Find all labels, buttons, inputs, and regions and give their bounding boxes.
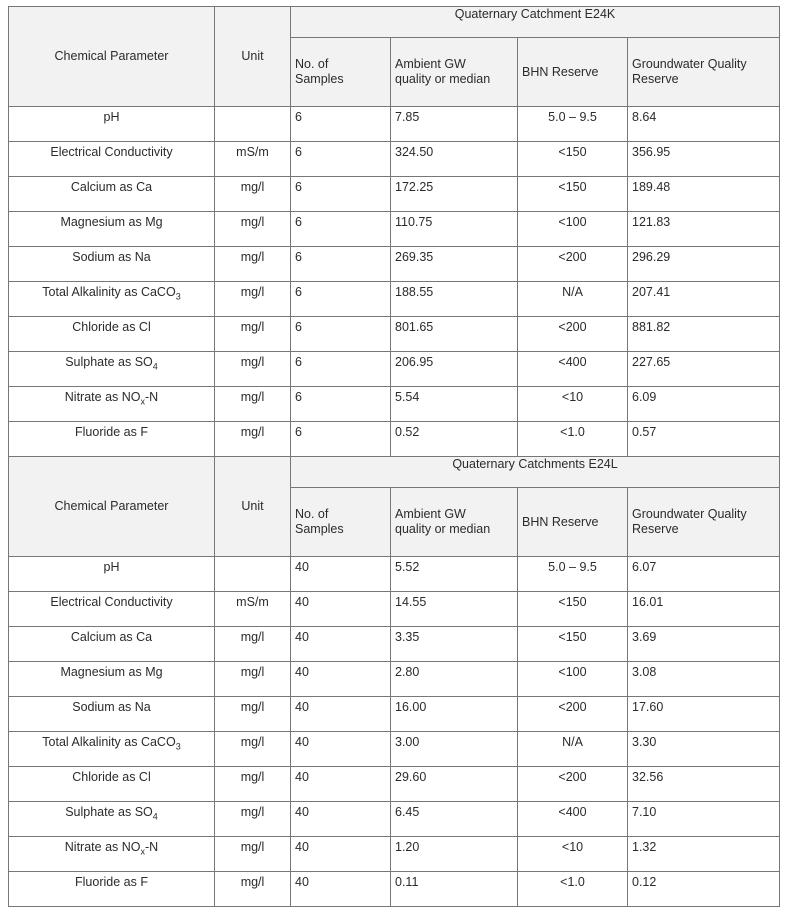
ambient-cell: 5.52 <box>391 557 518 592</box>
parameter-cell <box>9 592 215 627</box>
ambient-header-line2: quality or median <box>395 522 491 536</box>
unit-cell: mg/l <box>215 387 291 422</box>
gqr-cell: 3.08 <box>628 662 780 697</box>
ambient-cell: 206.95 <box>391 352 518 387</box>
bhn-reserve-header: BHN Reserve <box>518 488 628 557</box>
samples-cell: 6 <box>291 282 391 317</box>
ambient-cell: 5.54 <box>391 387 518 422</box>
bhn-cell: <200 <box>518 697 628 732</box>
gqr-header-line2: Reserve <box>632 72 679 86</box>
samples-cell: 40 <box>291 837 391 872</box>
table-row <box>9 212 780 247</box>
table-row <box>9 732 780 767</box>
bhn-cell: <150 <box>518 627 628 662</box>
parameter-name: Total Alkalinity as CaCO <box>42 285 176 299</box>
samples-cell: 6 <box>291 212 391 247</box>
table-row <box>9 282 780 317</box>
table-row <box>9 387 780 422</box>
gqr-cell: 356.95 <box>628 142 780 177</box>
gqr-cell: 16.01 <box>628 592 780 627</box>
samples-header-line2: Samples <box>295 522 344 536</box>
unit-cell <box>215 557 291 592</box>
gqr-cell: 189.48 <box>628 177 780 212</box>
unit-cell: mg/l <box>215 872 291 907</box>
unit-cell: mg/l <box>215 317 291 352</box>
parameter-name: Fluoride as F <box>75 425 148 439</box>
bhn-cell: <10 <box>518 837 628 872</box>
samples-cell: 40 <box>291 732 391 767</box>
parameter-name: Nitrate as NO <box>64 390 141 404</box>
gqr-header-line1: Groundwater Quality <box>632 57 747 71</box>
samples-header <box>291 38 391 107</box>
catchment-header: Quaternary Catchments E24L <box>291 457 780 488</box>
unit-cell: mg/l <box>215 177 291 212</box>
parameter-name: Electrical Conductivity <box>50 595 173 609</box>
bhn-reserve-header: BHN Reserve <box>518 38 628 107</box>
parameter-name: Sodium as Na <box>72 250 151 264</box>
gqr-cell: 207.41 <box>628 282 780 317</box>
ambient-header-line2: quality or median <box>395 72 491 86</box>
ambient-header-line1: Ambient GW <box>395 57 466 71</box>
bhn-cell: N/A <box>518 732 628 767</box>
parameter-cell <box>9 317 215 352</box>
parameter-subscript: 4 <box>152 361 158 372</box>
gqr-cell: 6.07 <box>628 557 780 592</box>
samples-cell: 6 <box>291 422 391 457</box>
unit-header: Unit <box>215 457 291 557</box>
section-header-row <box>9 457 780 488</box>
unit-cell: mg/l <box>215 697 291 732</box>
section-header-row <box>9 7 780 38</box>
gqr-cell: 227.65 <box>628 352 780 387</box>
ambient-cell: 801.65 <box>391 317 518 352</box>
samples-header-line1: No. of <box>295 57 329 71</box>
parameter-cell <box>9 837 215 872</box>
gqr-cell: 3.30 <box>628 732 780 767</box>
unit-header: Unit <box>215 7 291 107</box>
ambient-cell: 6.45 <box>391 802 518 837</box>
parameter-name: pH <box>103 110 120 124</box>
samples-cell: 6 <box>291 317 391 352</box>
table-row <box>9 107 780 142</box>
bhn-cell: N/A <box>518 282 628 317</box>
table-row <box>9 317 780 352</box>
unit-cell: mg/l <box>215 627 291 662</box>
parameter-name: Sulphate as SO <box>65 355 153 369</box>
samples-cell: 6 <box>291 107 391 142</box>
ambient-cell: 110.75 <box>391 212 518 247</box>
bhn-cell: <150 <box>518 592 628 627</box>
ambient-cell: 16.00 <box>391 697 518 732</box>
parameter-name: Sulphate as SO <box>65 805 153 819</box>
table-body <box>9 7 780 907</box>
ambient-cell: 3.35 <box>391 627 518 662</box>
samples-header-line2: Samples <box>295 72 344 86</box>
ambient-cell: 7.85 <box>391 107 518 142</box>
table-row <box>9 837 780 872</box>
samples-cell: 6 <box>291 247 391 282</box>
unit-cell: mg/l <box>215 767 291 802</box>
table-row <box>9 177 780 212</box>
parameter-subscript: 4 <box>152 811 158 822</box>
bhn-cell: <150 <box>518 177 628 212</box>
unit-cell <box>215 107 291 142</box>
samples-cell: 40 <box>291 592 391 627</box>
parameter-name: Electrical Conductivity <box>50 145 173 159</box>
table-row <box>9 557 780 592</box>
table-row <box>9 767 780 802</box>
parameter-cell <box>9 282 215 317</box>
gqr-cell: 6.09 <box>628 387 780 422</box>
bhn-cell: 5.0 – 9.5 <box>518 107 628 142</box>
chemical-parameter-header: Chemical Parameter <box>9 7 215 107</box>
chemical-parameter-header: Chemical Parameter <box>9 457 215 557</box>
bhn-cell: <200 <box>518 317 628 352</box>
unit-cell: mg/l <box>215 802 291 837</box>
unit-cell: mg/l <box>215 732 291 767</box>
unit-cell: mg/l <box>215 422 291 457</box>
parameter-subscript: x <box>140 396 145 407</box>
unit-cell: mg/l <box>215 837 291 872</box>
parameter-cell <box>9 422 215 457</box>
ambient-cell: 0.11 <box>391 872 518 907</box>
ambient-cell: 0.52 <box>391 422 518 457</box>
parameter-name: Magnesium as Mg <box>60 215 163 229</box>
table-row <box>9 802 780 837</box>
unit-cell: mS/m <box>215 592 291 627</box>
samples-header <box>291 488 391 557</box>
parameter-name: Nitrate as NO <box>64 840 141 854</box>
samples-header-line1: No. of <box>295 507 329 521</box>
samples-cell: 6 <box>291 387 391 422</box>
gqr-header <box>628 488 780 557</box>
bhn-cell: 5.0 – 9.5 <box>518 557 628 592</box>
parameter-cell <box>9 767 215 802</box>
table-row <box>9 142 780 177</box>
ambient-cell: 188.55 <box>391 282 518 317</box>
table-row <box>9 352 780 387</box>
parameter-name: pH <box>103 560 120 574</box>
ambient-cell: 269.35 <box>391 247 518 282</box>
parameter-cell <box>9 732 215 767</box>
parameter-cell <box>9 107 215 142</box>
parameter-cell <box>9 802 215 837</box>
gqr-cell: 296.29 <box>628 247 780 282</box>
parameter-cell <box>9 662 215 697</box>
unit-cell: mS/m <box>215 142 291 177</box>
gqr-cell: 7.10 <box>628 802 780 837</box>
bhn-cell: <400 <box>518 352 628 387</box>
parameter-name: Magnesium as Mg <box>60 665 163 679</box>
gqr-cell: 0.57 <box>628 422 780 457</box>
gqr-cell: 121.83 <box>628 212 780 247</box>
groundwater-quality-table <box>8 6 780 907</box>
samples-cell: 40 <box>291 697 391 732</box>
gqr-cell: 8.64 <box>628 107 780 142</box>
parameter-subscript: 3 <box>175 291 181 302</box>
gqr-header <box>628 38 780 107</box>
bhn-cell: <200 <box>518 767 628 802</box>
parameter-name: Total Alkalinity as CaCO <box>42 735 176 749</box>
parameter-cell <box>9 697 215 732</box>
gqr-header-line2: Reserve <box>632 522 679 536</box>
catchment-header: Quaternary Catchment E24K <box>291 7 780 38</box>
bhn-cell: <150 <box>518 142 628 177</box>
parameter-cell <box>9 352 215 387</box>
table-row <box>9 697 780 732</box>
parameter-cell <box>9 387 215 422</box>
parameter-cell <box>9 177 215 212</box>
table-row <box>9 627 780 662</box>
gqr-cell: 3.69 <box>628 627 780 662</box>
table-row <box>9 592 780 627</box>
table-row <box>9 872 780 907</box>
bhn-cell: <1.0 <box>518 872 628 907</box>
parameter-name: Calcium as Ca <box>70 630 153 644</box>
parameter-subscript: x <box>140 846 145 857</box>
samples-cell: 6 <box>291 352 391 387</box>
samples-cell: 6 <box>291 142 391 177</box>
bhn-cell: <1.0 <box>518 422 628 457</box>
samples-cell: 40 <box>291 662 391 697</box>
bhn-cell: <200 <box>518 247 628 282</box>
gqr-cell: 17.60 <box>628 697 780 732</box>
ambient-header <box>391 488 518 557</box>
ambient-cell: 324.50 <box>391 142 518 177</box>
samples-cell: 6 <box>291 177 391 212</box>
unit-cell: mg/l <box>215 282 291 317</box>
parameter-name: Chloride as Cl <box>72 770 151 784</box>
unit-cell: mg/l <box>215 662 291 697</box>
parameter-cell <box>9 247 215 282</box>
samples-cell: 40 <box>291 802 391 837</box>
parameter-cell <box>9 557 215 592</box>
gqr-header-line1: Groundwater Quality <box>632 507 747 521</box>
gqr-cell: 1.32 <box>628 837 780 872</box>
bhn-cell: <100 <box>518 662 628 697</box>
ambient-cell: 29.60 <box>391 767 518 802</box>
ambient-cell: 14.55 <box>391 592 518 627</box>
parameter-cell <box>9 627 215 662</box>
gqr-cell: 0.12 <box>628 872 780 907</box>
unit-cell: mg/l <box>215 247 291 282</box>
unit-cell: mg/l <box>215 212 291 247</box>
gqr-cell: 881.82 <box>628 317 780 352</box>
parameter-subscript: 3 <box>175 741 181 752</box>
ambient-cell: 1.20 <box>391 837 518 872</box>
samples-cell: 40 <box>291 557 391 592</box>
table-row <box>9 422 780 457</box>
parameter-suffix: -N <box>145 390 159 404</box>
parameter-name: Calcium as Ca <box>70 180 153 194</box>
samples-cell: 40 <box>291 767 391 802</box>
gqr-cell: 32.56 <box>628 767 780 802</box>
parameter-suffix: -N <box>145 840 159 854</box>
table-row <box>9 662 780 697</box>
ambient-cell: 172.25 <box>391 177 518 212</box>
parameter-cell <box>9 212 215 247</box>
samples-cell: 40 <box>291 627 391 662</box>
ambient-header-line1: Ambient GW <box>395 507 466 521</box>
ambient-cell: 2.80 <box>391 662 518 697</box>
ambient-header <box>391 38 518 107</box>
parameter-name: Sodium as Na <box>72 700 151 714</box>
parameter-cell <box>9 872 215 907</box>
unit-cell: mg/l <box>215 352 291 387</box>
bhn-cell: <400 <box>518 802 628 837</box>
parameter-name: Fluoride as F <box>75 875 148 889</box>
bhn-cell: <10 <box>518 387 628 422</box>
table-row <box>9 247 780 282</box>
samples-cell: 40 <box>291 872 391 907</box>
ambient-cell: 3.00 <box>391 732 518 767</box>
parameter-cell <box>9 142 215 177</box>
parameter-name: Chloride as Cl <box>72 320 151 334</box>
bhn-cell: <100 <box>518 212 628 247</box>
